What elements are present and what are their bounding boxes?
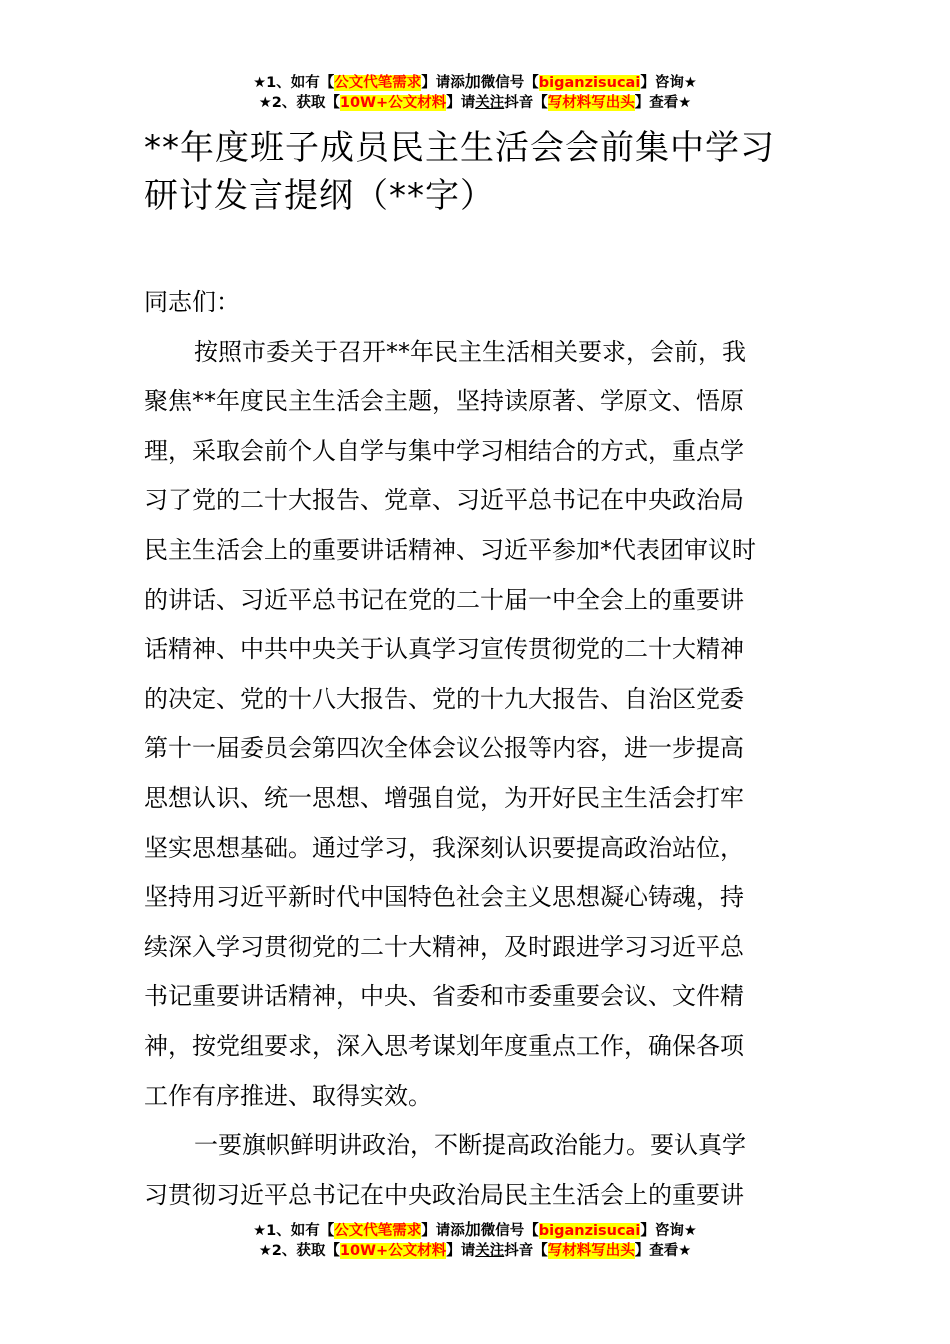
- promo-text: ★2、获取【: [258, 95, 340, 111]
- paragraph-line: 一要旗帜鲜明讲政治，不断提高政治能力。要认真学: [194, 1131, 746, 1160]
- promo-text: 抖音【: [504, 95, 548, 111]
- promo-text: ★1、如有【: [253, 75, 335, 91]
- promo-line-1: [0, 1220, 950, 1241]
- paragraph-line: 思想认识、统一思想、增强自觉，为开好民主生活会打牢: [144, 783, 744, 812]
- promo-text: ★2、获取【: [258, 1243, 340, 1259]
- promo-line-2: [0, 1241, 950, 1262]
- paragraph-1: [144, 328, 812, 1122]
- paragraph-line: 书记重要讲话精神，中央、省委和市委重要会议、文件精: [144, 982, 744, 1011]
- promo-douyin-account: 写材料写出头: [547, 95, 635, 111]
- paragraph-line: 续深入学习贯彻党的二十大精神，及时跟进学习习近平总: [144, 932, 744, 961]
- paragraph-2: [144, 1121, 812, 1220]
- promo-emphasis: 关注: [475, 95, 505, 111]
- document-title: [144, 124, 824, 220]
- promo-highlight: 公文代笔需求: [334, 1223, 422, 1239]
- paragraph-line: 的讲话、习近平总书记在党的二十届一中全会上的重要讲: [144, 585, 744, 614]
- paragraph-line: 第十一届委员会第四次全体会议公报等内容，进一步提高: [144, 734, 744, 763]
- paragraph-line: 习了党的二十大报告、党章、习近平总书记在中央政治局: [144, 486, 744, 515]
- promo-text: 抖音【: [504, 1243, 548, 1259]
- promo-text: 】咨询★: [640, 75, 697, 91]
- promo-text: 】查看★: [634, 1243, 692, 1259]
- paragraph-line: 坚持用习近平新时代中国特色社会主义思想凝心铸魂，持: [144, 883, 744, 912]
- promo-douyin-account: 写材料写出头: [547, 1243, 635, 1259]
- promo-banner-bottom: [0, 1220, 950, 1262]
- promo-emphasis: 关注: [475, 1243, 505, 1259]
- promo-wechat-id: biganzisucai: [538, 75, 641, 91]
- promo-text: 】请添: [421, 1223, 465, 1239]
- promo-text: 】查看★: [634, 95, 692, 111]
- paragraph-line: 的决定、党的十八大报告、党的十九大报告、自治区党委: [144, 684, 744, 713]
- paragraph-line: 话精神、中共中央关于认真学习宣传贯彻党的二十大精神: [144, 635, 744, 664]
- title-line: **年度班子成员民主生活会会前集中学习: [144, 128, 775, 168]
- promo-text: 】请: [446, 1243, 476, 1259]
- promo-text: ★1、如有【: [253, 1223, 335, 1239]
- paragraph-line: 坚实思想基础。通过学习，我深刻认识要提高政治站位，: [144, 833, 744, 862]
- promo-emphasis: 加: [464, 72, 481, 91]
- promo-emphasis: 加: [464, 1220, 481, 1239]
- promo-text: 】请添: [421, 75, 465, 91]
- promo-banner-top: [0, 72, 950, 114]
- salutation: 同志们：: [144, 288, 240, 316]
- promo-text: 微信号【: [480, 75, 539, 91]
- paragraph-line: 民主生活会上的重要讲话精神、习近平参加*代表团审议时: [144, 535, 756, 564]
- paragraph-line: 理，采取会前个人自学与集中学习相结合的方式，重点学: [144, 436, 744, 465]
- promo-wechat-id: biganzisucai: [538, 1223, 641, 1239]
- document-body: [144, 278, 812, 1220]
- paragraph-line: 聚焦**年度民主生活会主题，坚持读原著、学原文、悟原: [144, 387, 744, 416]
- paragraph-line: 按照市委关于召开**年民主生活相关要求，会前，我: [194, 337, 746, 366]
- paragraph-line: 神，按党组要求，深入思考谋划年度重点工作，确保各项: [144, 1031, 744, 1060]
- paragraph-line: 习贯彻习近平总书记在中央政治局民主生活会上的重要讲: [144, 1180, 744, 1209]
- promo-text: 】咨询★: [640, 1223, 697, 1239]
- promo-highlight: 10W+公文材料: [339, 95, 447, 111]
- promo-text: 】请: [446, 95, 476, 111]
- promo-line-2: [0, 93, 950, 114]
- promo-highlight: 10W+公文材料: [339, 1243, 447, 1259]
- promo-text: 微信号【: [480, 1223, 539, 1239]
- paragraph-line: 工作有序推进、取得实效。: [144, 1081, 432, 1110]
- promo-line-1: [0, 72, 950, 93]
- promo-highlight: 公文代笔需求: [334, 75, 422, 91]
- title-line: 研讨发言提纲（**字）: [144, 176, 495, 216]
